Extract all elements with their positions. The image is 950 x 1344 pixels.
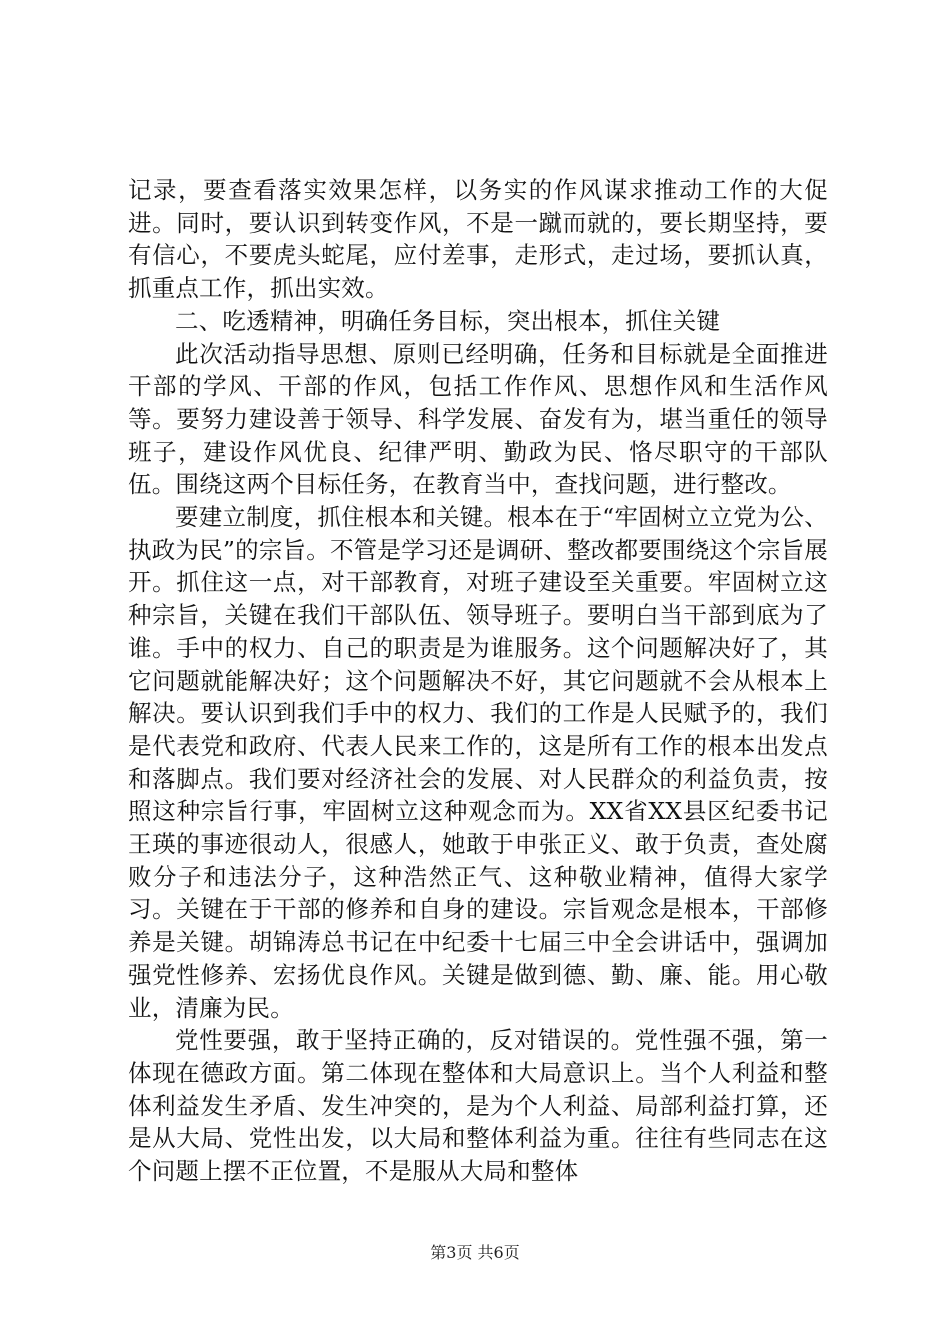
- paragraph-establish-system: 要建立制度，抓住根本和关键。根本在于“牢固树立立党为公、执政为民”的宗旨。不管是学习还是调研、整改都要围绕这个宗旨展开。抓住这一点，对干部教育，对班子建设至关重要。牢固树立这种宗旨，关键在我们干部队伍、领导班子。要明白当干部到底为了谁。手中的权力、自己的职责是为谁服务。这个问题解决好了，其它问题就能解决好；这个问题解决不好，其它问题就不会从根本上解决。要认识到我们手中的权力、我们的工作是人民赋予的，我们是代表党和政府、代表人民来工作的，这是所有工作的根本出发点和落脚点。我们要对经济社会的发展、对人民群众的利益负责，按照这种宗旨行事，牢固树立这种观念而为。XX省XX县区纪委书记王瑛的事迹很动人，很感人，她敢于申张正义、敢于负责，查处腐败分子和违法分子，这种浩然正气、这种敬业精神，值得大家学习。关键在于干部的修养和自身的建设。宗旨观念是根本，干部修养是关键。胡锦涛总书记在中纪委十七届三中全会讲话中，强调加强党性修养、宏扬优良作风。关键是做到德、勤、廉、能。用心敬业，清廉为民。: [128, 503, 828, 1022]
- page-number-footer: 第3页 共6页: [430, 1243, 520, 1262]
- paragraph-task-goals: 此次活动指导思想、原则已经明确，任务和目标就是全面推进干部的学风、干部的作风，包括工作作风、思想作风和生活作风等。要努力建设善于领导、科学发展、奋发有为，堪当重任的领导班子，建设作风优良、纪律严明、勤政为民、恪尽职守的干部队伍。围绕这两个目标任务，在教育当中，查找问题，进行整改。: [128, 339, 828, 499]
- section-heading: 二、吃透精神，明确任务目标，突出根本，抓住关键: [175, 306, 721, 335]
- paragraph-continuation: 记录，要查看落实效果怎样，以务实的作风谋求推动工作的大促进。同时，要认识到转变作风，不是一蹴而就的，要长期坚持，要有信心，不要虎头蛇尾，应付差事，走形式，走过场，要抓认真，抓重点工作，抓出实效。: [128, 176, 828, 303]
- paragraph-party-spirit: 党性要强，敢于坚持正确的，反对错误的。党性强不强，第一体现在德政方面。第二体现在整体和大局意识上。当个人利益和整体利益发生矛盾、发生冲突的，是为个人利益、局部利益打算，还是从大局、党性出发，以大局和整体利益为重。往往有些同志在这个问题上摆不正位置，不是服从大局和整体: [128, 1026, 828, 1186]
- document-body: [128, 174, 828, 1188]
